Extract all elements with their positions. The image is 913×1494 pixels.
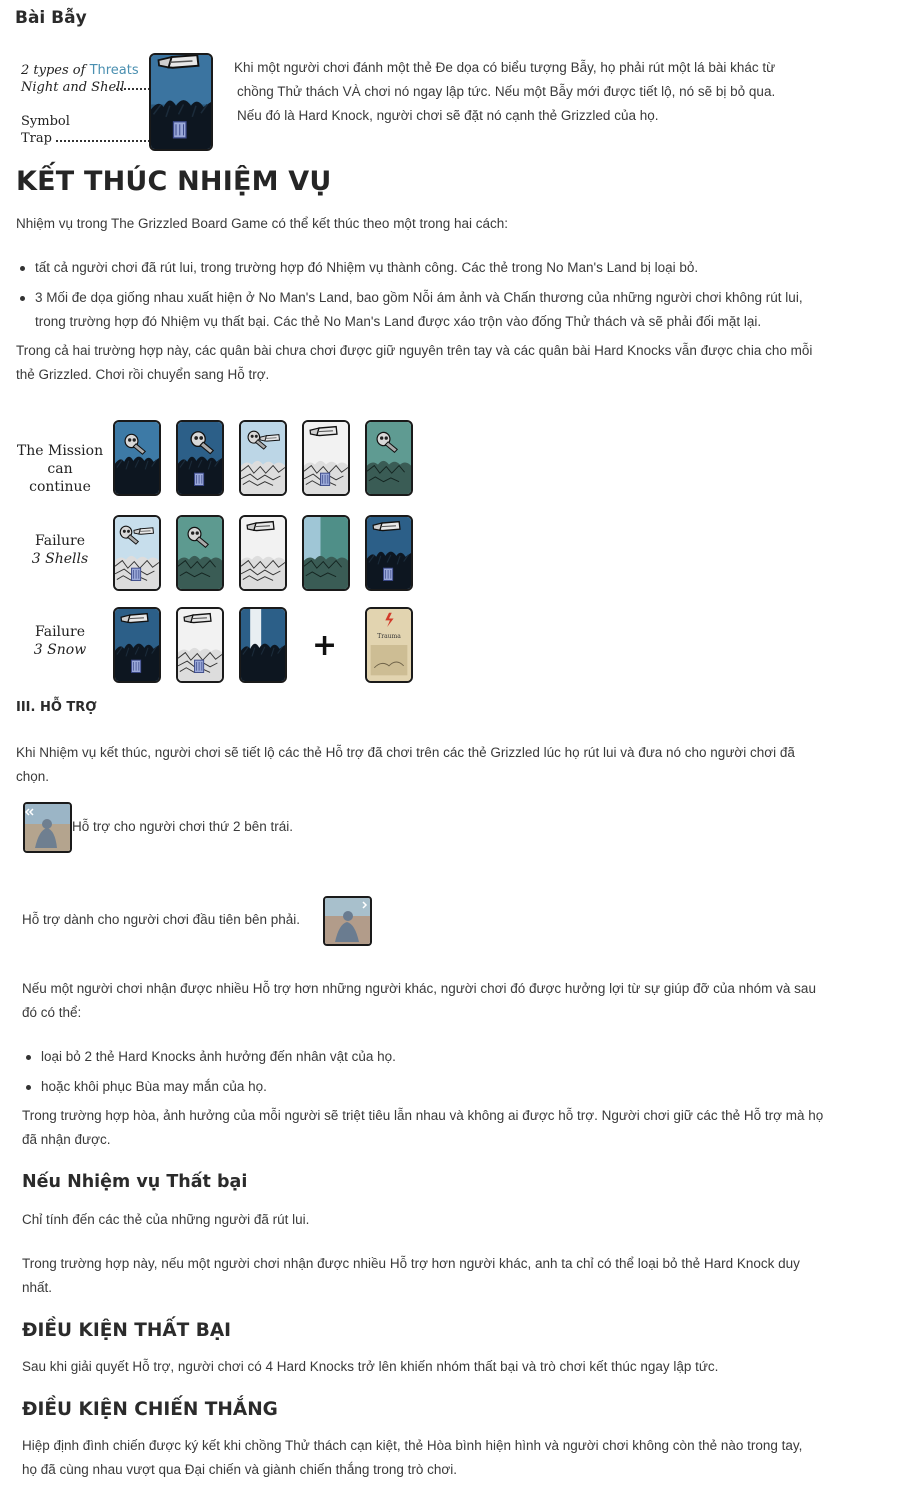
end-mission-paragraph <box>16 339 896 387</box>
threat-card <box>365 420 413 496</box>
threat-types-label <box>21 62 139 79</box>
trauma-card-label: Trauma <box>377 633 401 640</box>
win-condition-title: ĐIỀU KIỆN CHIẾN THẮNG <box>22 1399 278 1420</box>
threat-card <box>176 515 224 591</box>
threat-types-highlight: Threats <box>89 63 139 78</box>
support-intro <box>16 741 896 789</box>
example-label-continue <box>16 442 104 496</box>
end-conditions-list <box>16 256 896 334</box>
paragraph-line: Nếu một người chơi nhận được nhiều Hỗ trợ hơn những người khác, người chơi đó được hưởng lợi từ sự giúp đỡ của nhóm và sau <box>22 981 816 996</box>
example-label-line: can continue <box>29 461 91 495</box>
lose-condition-title: ĐIỀU KIỆN THẤT BẠI <box>22 1320 232 1341</box>
list-item <box>16 256 896 280</box>
support-left-card-icon <box>23 802 72 853</box>
support-right-text: Hỗ trợ dành cho người chơi đầu tiên bên phải. <box>22 912 301 927</box>
trauma-card <box>365 607 413 683</box>
example-label-line: Failure <box>34 533 86 549</box>
threat-card <box>113 515 161 591</box>
paragraph-line: Hiệp định đình chiến được ký kết khi chồng Thử thách cạn kiệt, thẻ Hòa bình hiện hình và người chơi không còn thẻ nào trong tay, <box>22 1438 803 1453</box>
support-right-card-icon <box>323 896 372 946</box>
win-condition-text <box>22 1434 902 1482</box>
threat-card <box>239 515 287 591</box>
mission-failure-p2 <box>22 1252 902 1300</box>
example-label-line: 3 Shells <box>31 551 89 567</box>
example-label-shells <box>16 532 104 568</box>
trap-example-card <box>149 53 213 151</box>
threat-card <box>302 515 350 591</box>
trap-section-title: Bài Bẫy <box>15 8 87 28</box>
list-item <box>22 1045 882 1069</box>
trap-desc-line: Nếu đó là Hard Knock, người chơi sẽ đặt nó cạnh thẻ Grizzled của họ. <box>237 108 659 123</box>
trap-desc-line: chồng Thử thách VÀ chơi nó ngay lập tức. Nếu một Bẫy mới được tiết lộ, nó sẽ bị bỏ qua. <box>237 84 776 99</box>
lose-condition-text: Sau khi giải quyết Hỗ trợ, người chơi có 4 Hard Knocks trở lên khiến nhóm thất bại và trò chơi kết thúc ngay lập tức. <box>22 1359 719 1374</box>
paragraph-line: chọn. <box>16 769 50 784</box>
paragraph-line: Trong cả hai trường hợp này, các quân bài chưa chơi được giữ nguyên trên tay và các quân bài Hard Knocks vẫn được chia cho mỗi <box>16 343 813 358</box>
night-shell-pointer <box>116 88 150 90</box>
night-shell-label: Night and Shell <box>21 80 125 95</box>
trap-description <box>234 56 894 128</box>
threat-card <box>113 607 161 683</box>
threat-card <box>176 420 224 496</box>
support-tie-paragraph <box>22 1104 902 1152</box>
list-item-text: 3 Mối đe dọa giống nhau xuất hiện ở No Man's Land, bao gồm Nỗi ám ảnh và Chấn thương của những người chơi không rút lui, <box>35 290 803 305</box>
example-label-line: The Mission <box>16 443 104 459</box>
list-item <box>16 286 896 334</box>
threat-card <box>239 420 287 496</box>
trap-label: Trap <box>21 131 52 146</box>
plus-sign: + <box>312 628 338 663</box>
list-item-text: trong trường hợp đó Nhiệm vụ thất bại. Các thẻ No Man's Land được xáo trộn vào đống Thử thách và sẽ phải đối mặt lại. <box>35 314 762 329</box>
trap-desc-line: Khi một người chơi đánh một thẻ Đe dọa có biểu tượng Bẫy, họ phải rút một lá bài khác từ <box>234 60 776 75</box>
end-mission-title: KẾT THÚC NHIỆM VỤ <box>16 166 332 197</box>
paragraph-line: đã nhận được. <box>22 1132 111 1147</box>
list-item-text: tất cả người chơi đã rút lui, trong trường hợp đó Nhiệm vụ thành công. Các thẻ trong No Man's Land bị loại bỏ. <box>35 260 699 275</box>
example-label-line: 3 Snow <box>33 642 87 658</box>
mission-failure-p1: Chỉ tính đến các thẻ của những người đã rút lui. <box>22 1212 310 1227</box>
threat-card <box>239 607 287 683</box>
support-left-text: Hỗ trợ cho người chơi thứ 2 bên trái. <box>72 819 293 834</box>
example-label-line: Failure <box>34 624 86 640</box>
paragraph-line: Trong trường hợp này, nếu một người chơi nhận được nhiều Hỗ trợ hơn người khác, anh ta chỉ có thể loại bỏ thẻ Hard Knock duy <box>22 1256 800 1271</box>
paragraph-line: Trong trường hợp hòa, ảnh hưởng của mỗi người sẽ triệt tiêu lẫn nhau và không ai được hỗ trợ. Người chơi giữ các thẻ Hỗ trợ mà họ <box>22 1108 824 1123</box>
threat-card <box>113 420 161 496</box>
paragraph-line: thẻ Grizzled. Chơi rồi chuyển sang Hỗ trợ. <box>16 367 270 382</box>
paragraph-line: nhất. <box>22 1280 53 1295</box>
paragraph-line: đó có thể: <box>22 1005 82 1020</box>
paragraph-line: họ đã cùng nhau vượt qua Đại chiến và giành chiến thắng trong trò chơi. <box>22 1462 458 1477</box>
mission-failure-title: Nếu Nhiệm vụ Thất bại <box>22 1172 248 1192</box>
end-mission-intro: Nhiệm vụ trong The Grizzled Board Game có thể kết thúc theo một trong hai cách: <box>16 216 508 231</box>
list-item <box>22 1075 882 1099</box>
example-label-snow <box>16 623 104 659</box>
threat-card <box>365 515 413 591</box>
list-item-text: loại bỏ 2 thẻ Hard Knocks ảnh hưởng đến nhân vật của họ. <box>41 1049 396 1064</box>
support-more-paragraph <box>22 977 902 1025</box>
threat-types-prefix: 2 types of <box>21 63 90 78</box>
symbol-label: Symbol <box>21 114 70 129</box>
paragraph-line: Khi Nhiệm vụ kết thúc, người chơi sẽ tiết lộ các thẻ Hỗ trợ đã chơi trên các thẻ Grizzled lúc họ rút lui và đưa nó cho người chơi đã <box>16 745 795 760</box>
trap-pointer <box>56 140 150 142</box>
threat-card <box>176 607 224 683</box>
threat-card <box>302 420 350 496</box>
list-item-text: hoặc khôi phục Bùa may mắn của họ. <box>41 1079 267 1094</box>
support-section-title: III. HỖ TRỢ <box>16 700 97 715</box>
support-options-list <box>22 1045 882 1099</box>
